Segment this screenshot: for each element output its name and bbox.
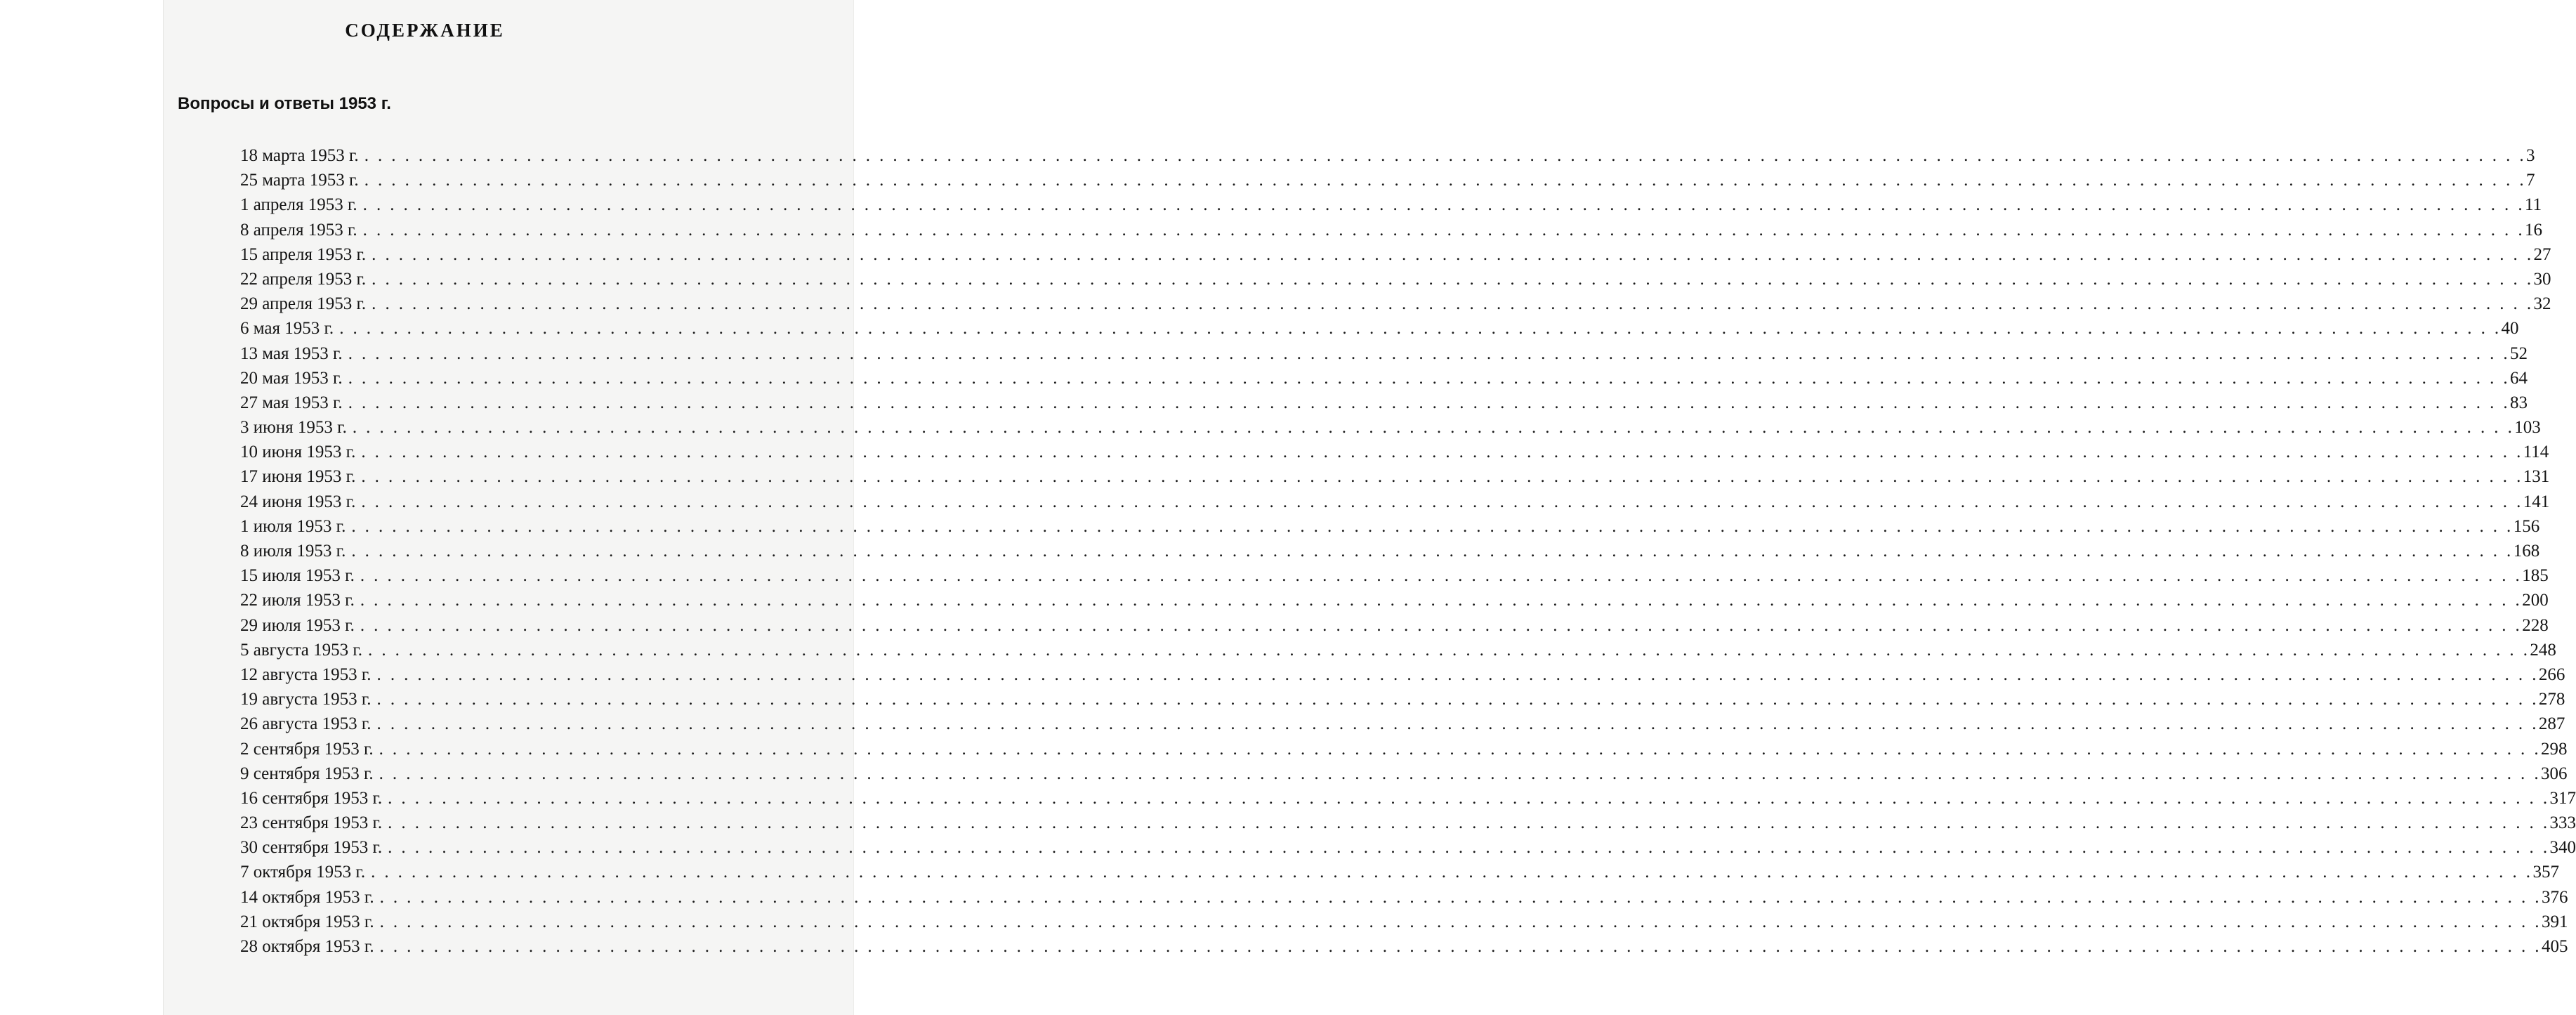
- toc-entry[interactable]: [240, 393, 2528, 418]
- toc-entry[interactable]: [240, 739, 2568, 764]
- toc-entry-date: 15 апреля 1953 г.: [240, 244, 367, 264]
- toc-entry-page-number: 27: [2533, 244, 2551, 264]
- toc-entry[interactable]: [240, 443, 2549, 467]
- toc-entry[interactable]: [240, 146, 2535, 171]
- toc-entry-page-number: 298: [2540, 739, 2568, 759]
- toc-entry[interactable]: [240, 764, 2568, 789]
- toc-entry-date: 29 апреля 1953 г.: [240, 294, 367, 314]
- toc-dot-leader: . . . . . . . . . . . . . . . . . . . . . . . . . . . . . . . . . . . . . . . . . . . . . . . . . . . . . . . . . . . . . . . . . . . . . . . . . . . . . . . . . . . . . . . . . . . . . . . . . . . . . . . . . . . . . . . . . . . . . . . . . . . . . . . . . . . . . . . . . . . . . . . . . . . . . . . . . . . . . . . .: [379, 912, 2542, 931]
- toc-dot-leader: . . . . . . . . . . . . . . . . . . . . . . . . . . . . . . . . . . . . . . . . . . . . . . . . . . . . . . . . . . . . . . . . . . . . . . . . . . . . . . . . . . . . . . . . . . . . . . . . . . . . . . . . . . . . . . . . . . . . . . . . . . . . . . . . . . . . . . . . . . . . . . . . . . . . . . . . . . . . . . . .: [388, 813, 2550, 833]
- toc-entry[interactable]: [240, 269, 2551, 294]
- toc-entry-page-number: 278: [2538, 690, 2565, 709]
- toc-entry-page-number: 287: [2538, 714, 2565, 734]
- toc-dot-leader: . . . . . . . . . . . . . . . . . . . . . . . . . . . . . . . . . . . . . . . . . . . . . . . . . . . . . . . . . . . . . . . . . . . . . . . . . . . . . . . . . . . . . . . . . . . . . . . . . . . . . . . . . . . . . . . . . . . . . . . . . . . . . . . . . . . . . . . . . . . . . . . . . . . . . . . . . . . . . . . .: [361, 443, 2523, 462]
- toc-entry-page-number: 7: [2526, 171, 2535, 190]
- toc-dot-leader: . . . . . . . . . . . . . . . . . . . . . . . . . . . . . . . . . . . . . . . . . . . . . . . . . . . . . . . . . . . . . . . . . . . . . . . . . . . . . . . . . . . . . . . . . . . . . . . . . . . . . . . . . . . . . . . . . . . . . . . . . . . . . . . . . . . . . . . . . . . . . . . . . . . . . . . . . . . . . . . .: [376, 664, 2539, 684]
- toc-entry[interactable]: [240, 912, 2568, 937]
- toc-entry-date: 5 августа 1953 г.: [240, 640, 363, 660]
- toc-entry[interactable]: [240, 813, 2576, 838]
- toc-dot-leader: . . . . . . . . . . . . . . . . . . . . . . . . . . . . . . . . . . . . . . . . . . . . . . . . . . . . . . . . . . . . . . . . . . . . . . . . . . . . . . . . . . . . . . . . . . . . . . . . . . . . . . . . . . . . . . . . . . . . . . . . . . . . . . . . . . . . . . . . . . . . . . . . . . . . . . . . . . . . . . . .: [360, 566, 2523, 586]
- toc-entry-date: 22 апреля 1953 г.: [240, 269, 367, 289]
- toc-entry[interactable]: [240, 294, 2551, 319]
- toc-entry-date: 20 мая 1953 г.: [240, 368, 343, 388]
- toc-entry-date: 28 октября 1953 г.: [240, 937, 374, 956]
- toc-entry-page-number: 16: [2525, 220, 2543, 240]
- toc-entry[interactable]: [240, 690, 2565, 714]
- toc-entry-date: 7 октября 1953 г.: [240, 863, 366, 882]
- toc-dot-leader: . . . . . . . . . . . . . . . . . . . . . . . . . . . . . . . . . . . . . . . . . . . . . . . . . . . . . . . . . . . . . . . . . . . . . . . . . . . . . . . . . . . . . . . . . . . . . . . . . . . . . . . . . . . . . . . . . . . . . . . . . . . . . . . . . . . . . . . . . . . . . . . . . . . . . . . . . . . . . . . .: [361, 492, 2523, 511]
- toc-entry[interactable]: [240, 788, 2576, 813]
- toc-entry-page-number: 156: [2513, 516, 2540, 536]
- toc-entry-page-number: 168: [2513, 542, 2540, 561]
- toc-entry[interactable]: [240, 664, 2565, 690]
- toc-entry[interactable]: [240, 714, 2565, 739]
- toc-entry-page-number: 3: [2526, 146, 2535, 165]
- toc-entry[interactable]: [240, 591, 2549, 615]
- toc-entry-page-number: 391: [2541, 912, 2568, 931]
- toc-dot-leader: . . . . . . . . . . . . . . . . . . . . . . . . . . . . . . . . . . . . . . . . . . . . . . . . . . . . . . . . . . . . . . . . . . . . . . . . . . . . . . . . . . . . . . . . . . . . . . . . . . . . . . . . . . . . . . . . . . . . . . . . . . . . . . . . . . . . . . . . . . . . . . . . . . . . . . . . . . . . . . . .: [372, 294, 2534, 314]
- toc-entry-date: 8 июля 1953 г.: [240, 542, 346, 561]
- toc-entry[interactable]: [240, 516, 2540, 542]
- toc-entry-date: 26 августа 1953 г.: [240, 714, 372, 734]
- toc-entry[interactable]: [240, 171, 2535, 195]
- toc-entry-date: 16 сентября 1953 г.: [240, 788, 383, 808]
- toc-entry[interactable]: [240, 937, 2568, 962]
- toc-entry[interactable]: [240, 368, 2528, 393]
- toc-entry-date: 2 сентября 1953 г.: [240, 739, 374, 759]
- toc-dot-leader: . . . . . . . . . . . . . . . . . . . . . . . . . . . . . . . . . . . . . . . . . . . . . . . . . . . . . . . . . . . . . . . . . . . . . . . . . . . . . . . . . . . . . . . . . . . . . . . . . . . . . . . . . . . . . . . . . . . . . . . . . . . . . . . . . . . . . . . . . . . . . . . . . . . . . . . . . . . . . . . .: [379, 764, 2541, 783]
- toc-entry-date: 22 июля 1953 г.: [240, 591, 355, 610]
- toc-entry-date: 27 мая 1953 г.: [240, 393, 343, 412]
- toc-entry[interactable]: [240, 542, 2540, 566]
- toc-entry-date: 6 мая 1953 г.: [240, 319, 334, 339]
- toc-entry-date: 18 марта 1953 г.: [240, 146, 359, 165]
- toc-entry-page-number: 32: [2533, 294, 2551, 314]
- toc-dot-leader: . . . . . . . . . . . . . . . . . . . . . . . . . . . . . . . . . . . . . . . . . . . . . . . . . . . . . . . . . . . . . . . . . . . . . . . . . . . . . . . . . . . . . . . . . . . . . . . . . . . . . . . . . . . . . . . . . . . . . . . . . . . . . . . . . . . . . . . . . . . . . . . . . . . . . . . . . . . . . . . .: [379, 937, 2542, 956]
- toc-entry-date: 1 июля 1953 г.: [240, 516, 346, 536]
- toc-entry-date: 12 августа 1953 г.: [240, 664, 372, 684]
- toc-entry-date: 8 апреля 1953 г.: [240, 220, 357, 240]
- toc-entry-page-number: 103: [2514, 418, 2541, 438]
- toc-entry-page-number: 376: [2541, 887, 2568, 907]
- toc-entry[interactable]: [240, 195, 2542, 220]
- toc-dot-leader: . . . . . . . . . . . . . . . . . . . . . . . . . . . . . . . . . . . . . . . . . . . . . . . . . . . . . . . . . . . . . . . . . . . . . . . . . . . . . . . . . . . . . . . . . . . . . . . . . . . . . . . . . . . . . . . . . . . . . . . . . . . . . . . . . . . . . . . . . . . . . . . . . . . . . . . . . . . . . . . .: [362, 220, 2525, 240]
- toc-entry-date: 3 июня 1953 г.: [240, 418, 347, 438]
- toc-entry[interactable]: [240, 467, 2550, 492]
- toc-dot-leader: . . . . . . . . . . . . . . . . . . . . . . . . . . . . . . . . . . . . . . . . . . . . . . . . . . . . . . . . . . . . . . . . . . . . . . . . . . . . . . . . . . . . . . . . . . . . . . . . . . . . . . . . . . . . . . . . . . . . . . . . . . . . . . . . . . . . . . . . . . . . . . . . . . . . . . . . . . . . . . . .: [388, 838, 2550, 858]
- toc-entry-date: 10 июня 1953 г.: [240, 443, 356, 462]
- toc-entry-page-number: 357: [2532, 863, 2559, 882]
- toc-entry[interactable]: [240, 838, 2576, 863]
- toc-dot-leader: . . . . . . . . . . . . . . . . . . . . . . . . . . . . . . . . . . . . . . . . . . . . . . . . . . . . . . . . . . . . . . . . . . . . . . . . . . . . . . . . . . . . . . . . . . . . . . . . . . . . . . . . . . . . . . . . . . . . . . . . . . . . . . . . . . . . . . . . . . . . . . . . . . . . . . . . . . . . . . . .: [364, 146, 2527, 165]
- toc-entry-date: 14 октября 1953 г.: [240, 887, 374, 907]
- toc-dot-leader: . . . . . . . . . . . . . . . . . . . . . . . . . . . . . . . . . . . . . . . . . . . . . . . . . . . . . . . . . . . . . . . . . . . . . . . . . . . . . . . . . . . . . . . . . . . . . . . . . . . . . . . . . . . . . . . . . . . . . . . . . . . . . . . . . . . . . . . . . . . . . . . . . . . . . . . . . . . . . . . .: [339, 319, 2502, 339]
- toc-entry[interactable]: [240, 343, 2528, 369]
- toc-dot-leader: . . . . . . . . . . . . . . . . . . . . . . . . . . . . . . . . . . . . . . . . . . . . . . . . . . . . . . . . . . . . . . . . . . . . . . . . . . . . . . . . . . . . . . . . . . . . . . . . . . . . . . . . . . . . . . . . . . . . . . . . . . . . . . . . . . . . . . . . . . . . . . . . . . . . . . . . . . . . . . . .: [360, 615, 2523, 635]
- toc-entry[interactable]: [240, 566, 2549, 591]
- toc-dot-leader: . . . . . . . . . . . . . . . . . . . . . . . . . . . . . . . . . . . . . . . . . . . . . . . . . . . . . . . . . . . . . . . . . . . . . . . . . . . . . . . . . . . . . . . . . . . . . . . . . . . . . . . . . . . . . . . . . . . . . . . . . . . . . . . . . . . . . . . . . . . . . . . . . . . . . . . . . . . . . . . .: [379, 887, 2542, 907]
- toc-entry-page-number: 228: [2522, 615, 2549, 635]
- toc-entry-date: 15 июля 1953 г.: [240, 566, 355, 586]
- toc-entry-date: 21 октября 1953 г.: [240, 912, 374, 931]
- toc-dot-leader: . . . . . . . . . . . . . . . . . . . . . . . . . . . . . . . . . . . . . . . . . . . . . . . . . . . . . . . . . . . . . . . . . . . . . . . . . . . . . . . . . . . . . . . . . . . . . . . . . . . . . . . . . . . . . . . . . . . . . . . . . . . . . . . . . . . . . . . . . . . . . . . . . . . . . . . . . . . . . . . .: [379, 739, 2541, 759]
- toc-entry-date: 17 июня 1953 г.: [240, 467, 356, 487]
- toc-dot-leader: . . . . . . . . . . . . . . . . . . . . . . . . . . . . . . . . . . . . . . . . . . . . . . . . . . . . . . . . . . . . . . . . . . . . . . . . . . . . . . . . . . . . . . . . . . . . . . . . . . . . . . . . . . . . . . . . . . . . . . . . . . . . . . . . . . . . . . . . . . . . . . . . . . . . . . . . . . . . . . . .: [351, 516, 2513, 536]
- toc-dot-leader: . . . . . . . . . . . . . . . . . . . . . . . . . . . . . . . . . . . . . . . . . . . . . . . . . . . . . . . . . . . . . . . . . . . . . . . . . . . . . . . . . . . . . . . . . . . . . . . . . . . . . . . . . . . . . . . . . . . . . . . . . . . . . . . . . . . . . . . . . . . . . . . . . . . . . . . . . . . . . . . .: [368, 640, 2530, 660]
- toc-entry-page-number: 40: [2501, 319, 2519, 339]
- toc-entry-date: 9 сентября 1953 г.: [240, 764, 374, 783]
- toc-entry-page-number: 333: [2549, 813, 2576, 833]
- toc-entry[interactable]: [240, 319, 2519, 343]
- toc-dot-leader: . . . . . . . . . . . . . . . . . . . . . . . . . . . . . . . . . . . . . . . . . . . . . . . . . . . . . . . . . . . . . . . . . . . . . . . . . . . . . . . . . . . . . . . . . . . . . . . . . . . . . . . . . . . . . . . . . . . . . . . . . . . . . . . . . . . . . . . . . . . . . . . . . . . . . . . . . . . . . . . .: [348, 368, 2511, 388]
- toc-dot-leader: . . . . . . . . . . . . . . . . . . . . . . . . . . . . . . . . . . . . . . . . . . . . . . . . . . . . . . . . . . . . . . . . . . . . . . . . . . . . . . . . . . . . . . . . . . . . . . . . . . . . . . . . . . . . . . . . . . . . . . . . . . . . . . . . . . . . . . . . . . . . . . . . . . . . . . . . . . . . . . . .: [352, 418, 2515, 438]
- toc-entry-page-number: 11: [2525, 195, 2542, 215]
- toc-entry-page-number: 52: [2510, 343, 2528, 363]
- toc-entry[interactable]: [240, 863, 2559, 887]
- toc-entry-page-number: 64: [2510, 368, 2528, 388]
- toc-entry-page-number: 83: [2510, 393, 2528, 412]
- toc-dot-leader: . . . . . . . . . . . . . . . . . . . . . . . . . . . . . . . . . . . . . . . . . . . . . . . . . . . . . . . . . . . . . . . . . . . . . . . . . . . . . . . . . . . . . . . . . . . . . . . . . . . . . . . . . . . . . . . . . . . . . . . . . . . . . . . . . . . . . . . . . . . . . . . . . . . . . . . . . . . . . . . .: [376, 714, 2539, 734]
- toc-entry-page-number: 306: [2540, 764, 2568, 783]
- toc-entry-date: 13 мая 1953 г.: [240, 343, 343, 363]
- toc-entry-page-number: 317: [2549, 788, 2576, 808]
- toc-entry[interactable]: [240, 640, 2556, 665]
- toc-entry-page-number: 114: [2523, 443, 2549, 462]
- toc-dot-leader: . . . . . . . . . . . . . . . . . . . . . . . . . . . . . . . . . . . . . . . . . . . . . . . . . . . . . . . . . . . . . . . . . . . . . . . . . . . . . . . . . . . . . . . . . . . . . . . . . . . . . . . . . . . . . . . . . . . . . . . . . . . . . . . . . . . . . . . . . . . . . . . . . . . . . . . . . . . . . . . .: [351, 542, 2513, 561]
- toc-entry-page-number: 131: [2523, 467, 2550, 487]
- toc-entry[interactable]: [240, 887, 2568, 912]
- toc-entry-date: 1 апреля 1953 г.: [240, 195, 357, 215]
- toc-dot-leader: . . . . . . . . . . . . . . . . . . . . . . . . . . . . . . . . . . . . . . . . . . . . . . . . . . . . . . . . . . . . . . . . . . . . . . . . . . . . . . . . . . . . . . . . . . . . . . . . . . . . . . . . . . . . . . . . . . . . . . . . . . . . . . . . . . . . . . . . . . . . . . . . . . . . . . . . . . . . . . . .: [372, 269, 2534, 289]
- toc-entry-date: 24 июня 1953 г.: [240, 492, 356, 511]
- toc-dot-leader: . . . . . . . . . . . . . . . . . . . . . . . . . . . . . . . . . . . . . . . . . . . . . . . . . . . . . . . . . . . . . . . . . . . . . . . . . . . . . . . . . . . . . . . . . . . . . . . . . . . . . . . . . . . . . . . . . . . . . . . . . . . . . . . . . . . . . . . . . . . . . . . . . . . . . . . . . . . . . . . .: [371, 863, 2533, 882]
- toc-list: [240, 146, 2576, 962]
- toc-entry[interactable]: [240, 492, 2550, 517]
- toc-dot-leader: . . . . . . . . . . . . . . . . . . . . . . . . . . . . . . . . . . . . . . . . . . . . . . . . . . . . . . . . . . . . . . . . . . . . . . . . . . . . . . . . . . . . . . . . . . . . . . . . . . . . . . . . . . . . . . . . . . . . . . . . . . . . . . . . . . . . . . . . . . . . . . . . . . . . . . . . . . . . . . . .: [348, 343, 2511, 363]
- toc-dot-leader: . . . . . . . . . . . . . . . . . . . . . . . . . . . . . . . . . . . . . . . . . . . . . . . . . . . . . . . . . . . . . . . . . . . . . . . . . . . . . . . . . . . . . . . . . . . . . . . . . . . . . . . . . . . . . . . . . . . . . . . . . . . . . . . . . . . . . . . . . . . . . . . . . . . . . . . . . . . . . . . .: [364, 171, 2527, 190]
- toc-entry-page-number: 200: [2522, 591, 2549, 610]
- toc-entry[interactable]: [240, 418, 2541, 443]
- toc-dot-leader: . . . . . . . . . . . . . . . . . . . . . . . . . . . . . . . . . . . . . . . . . . . . . . . . . . . . . . . . . . . . . . . . . . . . . . . . . . . . . . . . . . . . . . . . . . . . . . . . . . . . . . . . . . . . . . . . . . . . . . . . . . . . . . . . . . . . . . . . . . . . . . . . . . . . . . . . . . . . . . . .: [388, 788, 2550, 808]
- toc-entry-page-number: 141: [2523, 492, 2550, 511]
- contents-title: СОДЕРЖАНИЕ: [345, 20, 505, 41]
- section-heading: Вопросы и ответы 1953 г.: [178, 94, 391, 113]
- toc-entry-page-number: 405: [2541, 937, 2568, 956]
- toc-entry[interactable]: [240, 244, 2551, 270]
- toc-entry[interactable]: [240, 615, 2549, 641]
- toc-entry-date: 25 марта 1953 г.: [240, 171, 359, 190]
- toc-entry-page-number: 266: [2538, 664, 2565, 684]
- toc-entry[interactable]: [240, 220, 2543, 245]
- toc-dot-leader: . . . . . . . . . . . . . . . . . . . . . . . . . . . . . . . . . . . . . . . . . . . . . . . . . . . . . . . . . . . . . . . . . . . . . . . . . . . . . . . . . . . . . . . . . . . . . . . . . . . . . . . . . . . . . . . . . . . . . . . . . . . . . . . . . . . . . . . . . . . . . . . . . . . . . . . . . . . . . . . .: [376, 690, 2539, 709]
- toc-entry-page-number: 340: [2549, 838, 2576, 858]
- toc-entry-date: 29 июля 1953 г.: [240, 615, 355, 635]
- toc-dot-leader: . . . . . . . . . . . . . . . . . . . . . . . . . . . . . . . . . . . . . . . . . . . . . . . . . . . . . . . . . . . . . . . . . . . . . . . . . . . . . . . . . . . . . . . . . . . . . . . . . . . . . . . . . . . . . . . . . . . . . . . . . . . . . . . . . . . . . . . . . . . . . . . . . . . . . . . . . . . . . . . .: [361, 467, 2523, 487]
- toc-entry-date: 23 сентября 1953 г.: [240, 813, 383, 833]
- toc-dot-leader: . . . . . . . . . . . . . . . . . . . . . . . . . . . . . . . . . . . . . . . . . . . . . . . . . . . . . . . . . . . . . . . . . . . . . . . . . . . . . . . . . . . . . . . . . . . . . . . . . . . . . . . . . . . . . . . . . . . . . . . . . . . . . . . . . . . . . . . . . . . . . . . . . . . . . . . . . . . . . . . .: [362, 195, 2525, 215]
- toc-entry-date: 30 сентября 1953 г.: [240, 838, 383, 858]
- toc-dot-leader: . . . . . . . . . . . . . . . . . . . . . . . . . . . . . . . . . . . . . . . . . . . . . . . . . . . . . . . . . . . . . . . . . . . . . . . . . . . . . . . . . . . . . . . . . . . . . . . . . . . . . . . . . . . . . . . . . . . . . . . . . . . . . . . . . . . . . . . . . . . . . . . . . . . . . . . . . . . . . . . .: [372, 244, 2534, 264]
- toc-dot-leader: . . . . . . . . . . . . . . . . . . . . . . . . . . . . . . . . . . . . . . . . . . . . . . . . . . . . . . . . . . . . . . . . . . . . . . . . . . . . . . . . . . . . . . . . . . . . . . . . . . . . . . . . . . . . . . . . . . . . . . . . . . . . . . . . . . . . . . . . . . . . . . . . . . . . . . . . . . . . . . . .: [360, 591, 2523, 610]
- toc-entry-page-number: 185: [2522, 566, 2549, 586]
- toc-entry-page-number: 248: [2530, 640, 2556, 660]
- toc-entry-date: 19 августа 1953 г.: [240, 690, 372, 709]
- toc-dot-leader: . . . . . . . . . . . . . . . . . . . . . . . . . . . . . . . . . . . . . . . . . . . . . . . . . . . . . . . . . . . . . . . . . . . . . . . . . . . . . . . . . . . . . . . . . . . . . . . . . . . . . . . . . . . . . . . . . . . . . . . . . . . . . . . . . . . . . . . . . . . . . . . . . . . . . . . . . . . . . . . .: [348, 393, 2511, 412]
- toc-entry-page-number: 30: [2533, 269, 2551, 289]
